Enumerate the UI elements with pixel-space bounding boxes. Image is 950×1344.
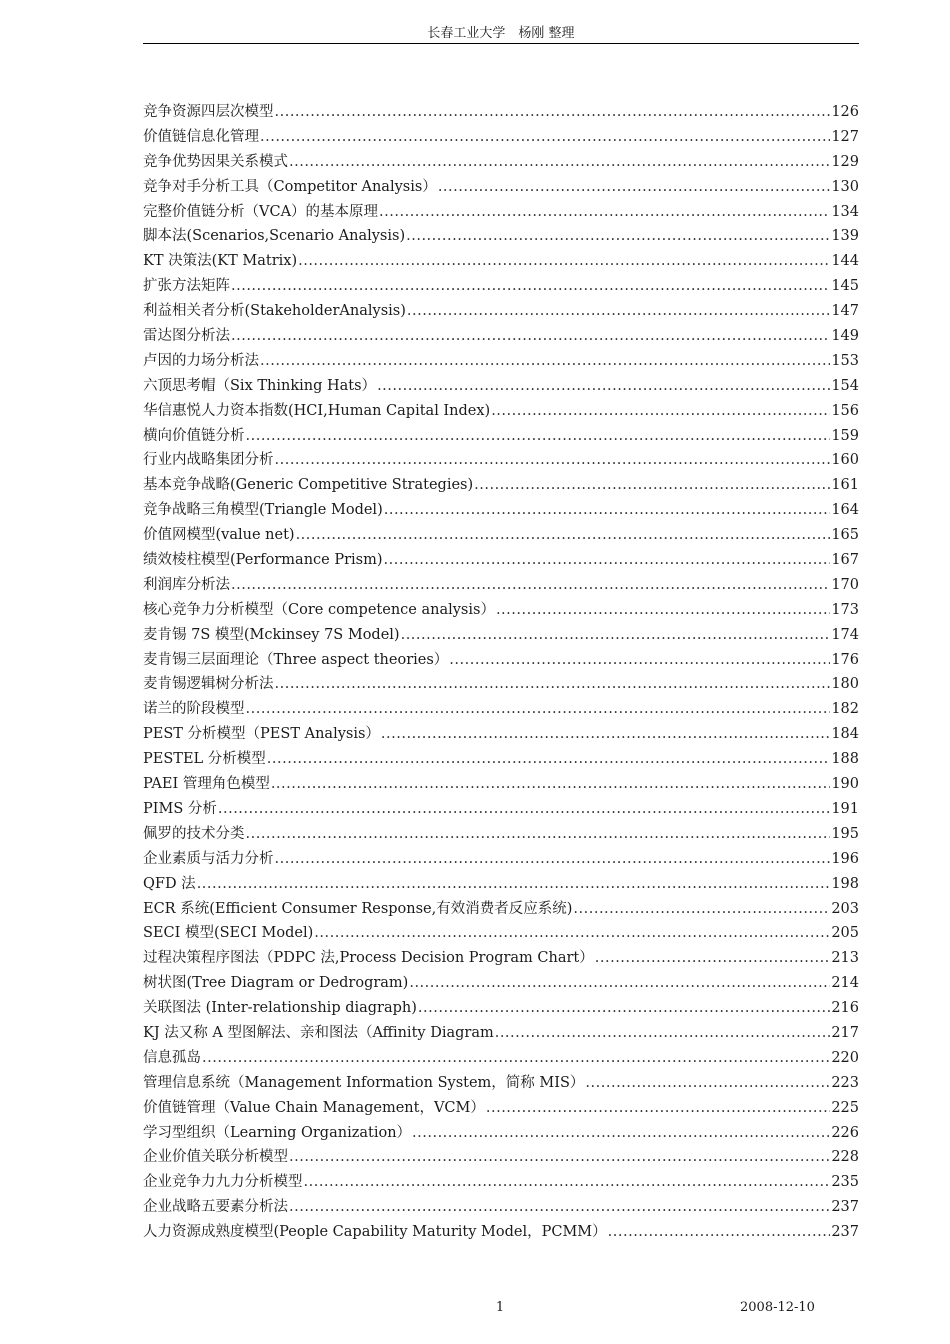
- toc-entry-title: 企业价值关联分析模型: [143, 1149, 288, 1166]
- toc-entry-title: 扩张方法矩阵: [143, 278, 230, 295]
- toc-entry-page: 144: [831, 253, 859, 270]
- toc-entry[interactable]: [143, 100, 859, 125]
- toc-entry[interactable]: [143, 1220, 859, 1245]
- toc-entry-page: 205: [831, 925, 859, 942]
- toc-entry[interactable]: [143, 274, 859, 299]
- toc-leader-dots: [595, 946, 831, 971]
- toc-entry[interactable]: [143, 175, 859, 200]
- toc-entry-title: 麦肯锡三层面理论（Three aspect theories）: [143, 651, 449, 668]
- toc-entry-title: ECR 系统(Efficient Consumer Response,有效消费者反应系统): [143, 900, 573, 917]
- toc-entry-title: 六顶思考帽（Six Thinking Hats）: [143, 377, 377, 394]
- toc-entry[interactable]: [143, 623, 859, 648]
- toc-entry-title: 学习型组织（Learning Organization）: [143, 1124, 412, 1141]
- toc-entry[interactable]: [143, 971, 859, 996]
- toc-entry-page: 182: [831, 701, 859, 718]
- toc-entry-title: 横向价值链分析: [143, 427, 245, 444]
- toc-entry-title: 竞争对手分析工具（Competitor Analysis）: [143, 178, 437, 195]
- toc-entry[interactable]: [143, 822, 859, 847]
- toc-entry-page: 198: [831, 875, 859, 892]
- toc-leader-dots: [608, 1220, 831, 1245]
- toc-leader-dots: [474, 473, 830, 498]
- toc-entry-title: 价值链信息化管理: [143, 128, 259, 145]
- toc-entry[interactable]: [143, 1145, 859, 1170]
- toc-entry[interactable]: [143, 747, 859, 772]
- toc-entry-page: 139: [831, 228, 859, 245]
- toc-entry-title: 佩罗的技术分类: [143, 825, 245, 842]
- toc-leader-dots: [573, 897, 830, 922]
- toc-entry-title: 诺兰的阶段模型: [143, 701, 245, 718]
- toc-entry[interactable]: [143, 424, 859, 449]
- toc-leader-dots: [585, 1071, 830, 1096]
- toc-leader-dots: [202, 1046, 830, 1071]
- toc-entry-title: PAEI 管理角色模型: [143, 776, 270, 793]
- toc-entry[interactable]: [143, 1096, 859, 1121]
- toc-entry[interactable]: [143, 722, 859, 747]
- toc-leader-dots: [298, 249, 830, 274]
- toc-entry-page: 188: [831, 751, 859, 768]
- toc-entry[interactable]: [143, 921, 859, 946]
- toc-entry-page: 184: [831, 726, 859, 743]
- toc-leader-dots: [406, 224, 830, 249]
- toc-leader-dots: [496, 598, 830, 623]
- toc-entry-page: 225: [831, 1099, 859, 1116]
- toc-entry-title: 企业素质与活力分析: [143, 850, 274, 867]
- toc-leader-dots: [231, 274, 830, 299]
- toc-leader-dots: [289, 150, 830, 175]
- toc-entry-page: 170: [831, 576, 859, 593]
- toc-leader-dots: [231, 573, 830, 598]
- toc-leader-dots: [486, 1096, 830, 1121]
- toc-entry-page: 174: [831, 626, 859, 643]
- toc-entry[interactable]: [143, 374, 859, 399]
- toc-entry-page: 235: [831, 1174, 859, 1191]
- toc-entry-title: 价值网模型(value net): [143, 527, 295, 544]
- toc-entry-title: QFD 法: [143, 875, 196, 892]
- toc-leader-dots: [438, 175, 831, 200]
- toc-entry[interactable]: [143, 349, 859, 374]
- toc-leader-dots: [289, 1195, 830, 1220]
- toc-entry-title: KT 决策法(KT Matrix): [143, 253, 298, 270]
- toc-entry-page: 216: [831, 1000, 859, 1017]
- toc-leader-dots: [246, 424, 831, 449]
- toc-entry-title: 麦肯锡 7S 模型(Mckinsey 7S Model): [143, 626, 400, 643]
- toc-entry[interactable]: [143, 523, 859, 548]
- toc-entry[interactable]: [143, 897, 859, 922]
- toc-leader-dots: [271, 772, 830, 797]
- toc-entry[interactable]: [143, 473, 859, 498]
- toc-entry-page: 145: [831, 278, 859, 295]
- toc-entry-page: 154: [831, 377, 859, 394]
- footer-date: 2008-12-10: [740, 1300, 815, 1315]
- toc-entry-page: 129: [831, 153, 859, 170]
- toc-entry-page: 217: [831, 1024, 859, 1041]
- toc-entry-title: 脚本法(Scenarios,Scenario Analysis): [143, 228, 406, 245]
- toc-leader-dots: [377, 374, 830, 399]
- toc-entry-page: 226: [831, 1124, 859, 1141]
- toc-leader-dots: [412, 1121, 830, 1146]
- toc-entry[interactable]: [143, 200, 859, 225]
- toc-entry-title: 行业内战略集团分析: [143, 452, 274, 469]
- toc-entry-title: PEST 分析模型（PEST Analysis）: [143, 726, 380, 743]
- toc-entry-title: KJ 法又称 A 型图解法、亲和图法（Affinity Diagram: [143, 1024, 494, 1041]
- toc-entry[interactable]: [143, 1121, 859, 1146]
- toc-entry-title: PIMS 分析: [143, 800, 217, 817]
- toc-entry-title: 关联图法 (Inter-relationship diagraph): [143, 1000, 417, 1017]
- toc-leader-dots: [218, 797, 830, 822]
- toc-leader-dots: [246, 697, 831, 722]
- toc-leader-dots: [275, 100, 831, 125]
- toc-entry[interactable]: [143, 548, 859, 573]
- toc-entry[interactable]: [143, 1021, 859, 1046]
- toc-entry-title: 竞争优势因果关系模式: [143, 153, 288, 170]
- toc-entry-page: 167: [831, 552, 859, 569]
- toc-entry-page: 176: [831, 651, 859, 668]
- toc-entry-page: 214: [831, 975, 859, 992]
- page-header: 长春工业大学 杨刚 整理: [143, 24, 859, 44]
- toc-leader-dots: [449, 648, 830, 673]
- toc-entry-title: 卢因的力场分析法: [143, 352, 259, 369]
- toc-entry-page: 165: [831, 527, 859, 544]
- toc-entry[interactable]: [143, 399, 859, 424]
- toc-leader-dots: [275, 672, 831, 697]
- toc-entry-title: 利益相关者分析(StakeholderAnalysis): [143, 303, 406, 320]
- toc-leader-dots: [314, 921, 830, 946]
- toc-leader-dots: [231, 324, 830, 349]
- toc-entry-title: 树状图(Tree Diagram or Dedrogram): [143, 975, 409, 992]
- toc-entry[interactable]: [143, 1170, 859, 1195]
- toc-entry-page: 159: [831, 427, 859, 444]
- toc-entry-title: 华信惠悦人力资本指数(HCI,Human Capital Index): [143, 402, 491, 419]
- toc-leader-dots: [384, 548, 831, 573]
- toc-entry-page: 220: [831, 1049, 859, 1066]
- toc-leader-dots: [304, 1170, 831, 1195]
- toc-leader-dots: [418, 996, 830, 1021]
- toc-leader-dots: [260, 349, 830, 374]
- toc-leader-dots: [197, 872, 831, 897]
- toc-entry[interactable]: [143, 573, 859, 598]
- toc-entry-title: 企业战略五要素分析法: [143, 1199, 288, 1216]
- toc-entry-title: 信息孤岛: [143, 1049, 201, 1066]
- toc-entry-title: 竞争资源四层次模型: [143, 104, 274, 120]
- toc-leader-dots: [289, 1145, 830, 1170]
- toc-entry[interactable]: [143, 872, 859, 897]
- toc-entry[interactable]: [143, 299, 859, 324]
- toc-entry[interactable]: [143, 672, 859, 697]
- toc-leader-dots: [409, 971, 830, 996]
- toc-leader-dots: [296, 523, 831, 548]
- toc-entry[interactable]: [143, 772, 859, 797]
- toc-entry-page: 149: [831, 328, 859, 345]
- toc-leader-dots: [381, 722, 830, 747]
- toc-entry-page: 195: [831, 825, 859, 842]
- toc-entry-page: 237: [831, 1224, 859, 1241]
- toc-entry-page: 134: [831, 203, 859, 220]
- toc-leader-dots: [267, 747, 831, 772]
- toc-entry-page: 161: [831, 477, 859, 494]
- toc-leader-dots: [384, 498, 831, 523]
- toc-entry[interactable]: [143, 598, 859, 623]
- toc-entry-page: 156: [831, 402, 859, 419]
- toc-entry-title: 管理信息系统（Management Information System，简称 MIS）: [143, 1074, 585, 1091]
- toc-entry-page: 173: [831, 601, 859, 618]
- toc-entry-page: 191: [831, 800, 859, 817]
- toc-entry[interactable]: [143, 847, 859, 872]
- toc-entry[interactable]: [143, 125, 859, 150]
- toc-entry[interactable]: [143, 249, 859, 274]
- toc-leader-dots: [491, 399, 830, 424]
- toc-entry-page: 164: [831, 502, 859, 519]
- toc-entry[interactable]: [143, 498, 859, 523]
- toc-entry-page: 203: [831, 900, 859, 917]
- toc-entry-page: 130: [831, 178, 859, 195]
- toc-entry[interactable]: [143, 946, 859, 971]
- toc-entry[interactable]: [143, 324, 859, 349]
- toc-entry[interactable]: [143, 224, 859, 249]
- toc-entry-title: 竞争战略三角模型(Triangle Model): [143, 502, 383, 519]
- toc-entry-title: 人力资源成熟度模型(People Capability Maturity Model，PCMM）: [143, 1224, 607, 1241]
- toc-leader-dots: [275, 448, 831, 473]
- toc-entry-title: 完整价值链分析（VCA）的基本原理: [143, 203, 379, 220]
- toc-leader-dots: [407, 299, 830, 324]
- footer-page-number: 1: [495, 1300, 505, 1315]
- toc-entry-page: 213: [831, 950, 859, 967]
- toc-leader-dots: [246, 822, 831, 847]
- toc-entry-page: 223: [831, 1074, 859, 1091]
- toc-entry-page: 237: [831, 1199, 859, 1216]
- toc-entry-page: 153: [831, 352, 859, 369]
- toc-entry-page: 228: [831, 1149, 859, 1166]
- toc-entry[interactable]: [143, 150, 859, 175]
- toc-entry-title: 价值链管理（Value Chain Management，VCM）: [143, 1099, 485, 1116]
- toc-entry-title: 雷达图分析法: [143, 328, 230, 345]
- toc-entry-title: 基本竞争战略(Generic Competitive Strategies): [143, 477, 474, 494]
- toc-entry[interactable]: [143, 1195, 859, 1220]
- toc-entry-page: 190: [831, 776, 859, 793]
- toc-entry-title: 企业竞争力九力分析模型: [143, 1174, 303, 1191]
- toc-entry-page: 180: [831, 676, 859, 693]
- toc-entry-title: 利润库分析法: [143, 576, 230, 593]
- toc-entry-page: 147: [831, 303, 859, 320]
- toc-entry-page: 196: [831, 850, 859, 867]
- toc-entry[interactable]: [143, 797, 859, 822]
- toc-entry-title: SECI 模型(SECI Model): [143, 925, 314, 942]
- toc-entry-title: 核心竞争力分析模型（Core competence analysis）: [143, 601, 495, 618]
- table-of-contents: [143, 100, 859, 1245]
- toc-leader-dots: [275, 847, 831, 872]
- toc-entry[interactable]: [143, 996, 859, 1021]
- toc-entry-title: 绩效棱柱模型(Performance Prism): [143, 552, 383, 569]
- toc-entry[interactable]: [143, 697, 859, 722]
- toc-entry-title: 麦肯锡逻辑树分析法: [143, 676, 274, 693]
- toc-entry-title: PESTEL 分析模型: [143, 751, 266, 768]
- toc-entry[interactable]: [143, 648, 859, 673]
- toc-entry[interactable]: [143, 448, 859, 473]
- toc-leader-dots: [260, 125, 830, 150]
- toc-entry-page: 126: [831, 104, 859, 120]
- toc-leader-dots: [401, 623, 831, 648]
- toc-leader-dots: [495, 1021, 831, 1046]
- toc-entry-title: 过程决策程序图法（PDPC 法,Process Decision Program Chart）: [143, 950, 594, 967]
- toc-entry[interactable]: [143, 1071, 859, 1096]
- toc-entry[interactable]: [143, 1046, 859, 1071]
- toc-entry-page: 160: [831, 452, 859, 469]
- toc-entry-page: 127: [831, 128, 859, 145]
- toc-leader-dots: [379, 200, 830, 225]
